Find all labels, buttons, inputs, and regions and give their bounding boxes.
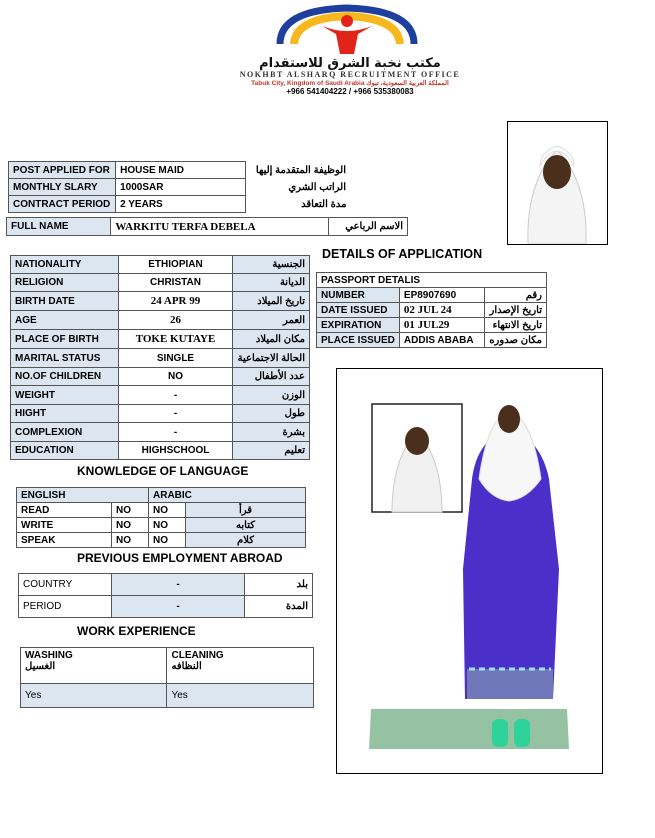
personal-label: EDUCATION [11,442,119,460]
personal-row [11,423,310,442]
passport-label: DATE ISSUED [317,303,400,318]
passport-value: ADDIS ABABA [399,333,484,348]
personal-label: MARITAL STATUS [11,349,119,368]
personal-label: PLACE OF BIRTH [11,330,119,349]
personal-value: NO [119,368,232,386]
previous-arabic: بلد [245,574,313,596]
contract-label: CONTRACT PERIOD [9,196,116,213]
post-label: POST APPLIED FOR [9,162,116,179]
portrait-photo [507,121,608,245]
language-table [16,487,306,548]
passport-value: 01 JUL29 [399,318,484,333]
language-arabic-value: NO [149,533,186,548]
post-arabic: الوظيفة المتقدمة إليها [255,164,346,176]
position-table [8,161,351,213]
language-arabic-header: ARABIC [149,488,306,503]
previous-employment-table [18,573,313,618]
personal-value: CHRISTAN [119,274,232,292]
work-item-value: Yes [21,684,167,708]
passport-title: PASSPORT DETALIS [317,273,547,288]
company-name-english: NOKHBT ALSHARQ RECRUITMENT OFFICE [239,70,461,79]
personal-label: BIRTH DATE [11,292,119,311]
portrait-figure [508,122,607,244]
personal-arabic: الحالة الاجتماعية [232,349,309,368]
previous-value: - [112,596,245,618]
personal-arabic: الديانة [232,274,309,292]
personal-label: NO.OF CHILDREN [11,368,119,386]
personal-value: 24 APR 99 [119,292,232,311]
passport-arabic: مكان صدوره [484,333,546,348]
personal-arabic: مكان الميلاد [232,330,309,349]
personal-row [11,405,310,423]
language-skill-arabic: قرأ [186,503,306,518]
passport-row [317,303,547,318]
work-item-label: CLEANING [171,650,224,661]
personal-arabic: الجنسية [232,256,309,274]
personal-arabic: عدد الأطفال [232,368,309,386]
personal-value: 26 [119,311,232,330]
personal-row [11,274,310,292]
language-english-value: NO [112,503,149,518]
salary-value: 1000SAR [116,179,246,196]
personal-row [11,386,310,405]
passport-row [317,333,547,348]
contract-arabic: مدة التعاقد [301,198,347,210]
previous-row [19,596,313,618]
work-item-arabic: الغسيل [25,661,56,672]
personal-arabic: الوزن [232,386,309,405]
personal-row [11,256,310,274]
language-row [17,518,306,533]
personal-arabic: بشرة [232,423,309,442]
company-logo [272,4,422,58]
personal-row [11,292,310,311]
salary-label: MONTHLY SLARY [9,179,116,196]
personal-label: AGE [11,311,119,330]
full-name-value: WARKITU TERFA DEBELA [111,218,329,236]
work-item-header [167,648,314,684]
personal-label: HIGHT [11,405,119,423]
language-english-value: NO [112,518,149,533]
previous-row [19,574,313,596]
personal-arabic: تعليم [232,442,309,460]
previous-label: COUNTRY [19,574,112,596]
passport-arabic: تاريخ الإصدار [484,303,546,318]
full-name-table [6,217,408,236]
passport-table [316,272,547,348]
passport-label: EXPIRATION [317,318,400,333]
work-experience-table [20,647,314,708]
language-english-header: ENGLISH [17,488,149,503]
work-experience-title: WORK EXPERIENCE [77,624,196,638]
passport-row [317,318,547,333]
work-item-arabic: النظافه [171,661,202,672]
work-item-value: Yes [167,684,314,708]
personal-value: ETHIOPIAN [119,256,232,274]
personal-label: NATIONALITY [11,256,119,274]
full-body-figure [337,369,602,773]
personal-label: COMPLEXION [11,423,119,442]
personal-row [11,442,310,460]
personal-arabic: طول [232,405,309,423]
details-title: DETAILS OF APPLICATION [322,247,483,261]
language-row [17,533,306,548]
company-name-arabic: مكتب نخبة الشرق للاستقدام [259,56,441,71]
language-arabic-value: NO [149,518,186,533]
language-arabic-value: NO [149,503,186,518]
passport-row [317,288,547,303]
personal-row [11,311,310,330]
post-value: HOUSE MAID [116,162,246,179]
personal-value: TOKE KUTAYE [119,330,232,349]
personal-value: - [119,386,232,405]
previous-employment-title: PREVIOUS EMPLOYMENT ABROAD [77,551,283,565]
personal-label: WEIGHT [11,386,119,405]
passport-label: NUMBER [317,288,400,303]
previous-arabic: المدة [245,596,313,618]
company-phones: +966 541404222 / +966 535380083 [286,87,414,96]
personal-label: RELIGION [11,274,119,292]
language-skill-label: SPEAK [17,533,112,548]
personal-arabic: تاريخ الميلاد [232,292,309,311]
personal-value: SINGLE [119,349,232,368]
passport-arabic: تاريخ الانتهاء [484,318,546,333]
language-skill-label: READ [17,503,112,518]
language-english-value: NO [112,533,149,548]
personal-row [11,368,310,386]
full-body-photo [336,368,603,774]
salary-arabic: الراتب الشري [288,181,346,193]
previous-label: PERIOD [19,596,112,618]
language-skill-label: WRITE [17,518,112,533]
personal-value: - [119,423,232,442]
language-row [17,503,306,518]
personal-details-table [10,255,310,460]
work-item-header [21,648,167,684]
passport-arabic: رقم [484,288,546,303]
passport-value: EP8907690 [399,288,484,303]
full-name-arabic: الاسم الرباعي [329,218,408,236]
personal-value: - [119,405,232,423]
contract-value: 2 YEARS [116,196,246,213]
language-title: KNOWLEDGE OF LANGUAGE [77,464,249,478]
work-item-label: WASHING [25,650,73,661]
previous-value: - [112,574,245,596]
language-skill-arabic: كلام [186,533,306,548]
language-skill-arabic: كتابه [186,518,306,533]
personal-row [11,349,310,368]
personal-row [11,330,310,349]
passport-label: PLACE ISSUED [317,333,400,348]
personal-value: HIGHSCHOOL [119,442,232,460]
personal-arabic: العمر [232,311,309,330]
full-name-label: FULL NAME [7,218,111,236]
passport-value: 02 JUL 24 [399,303,484,318]
company-address: Tabuk City, Kingdom of Saudi Arabia المملكة العربية السعودية، تبوك [251,80,449,87]
